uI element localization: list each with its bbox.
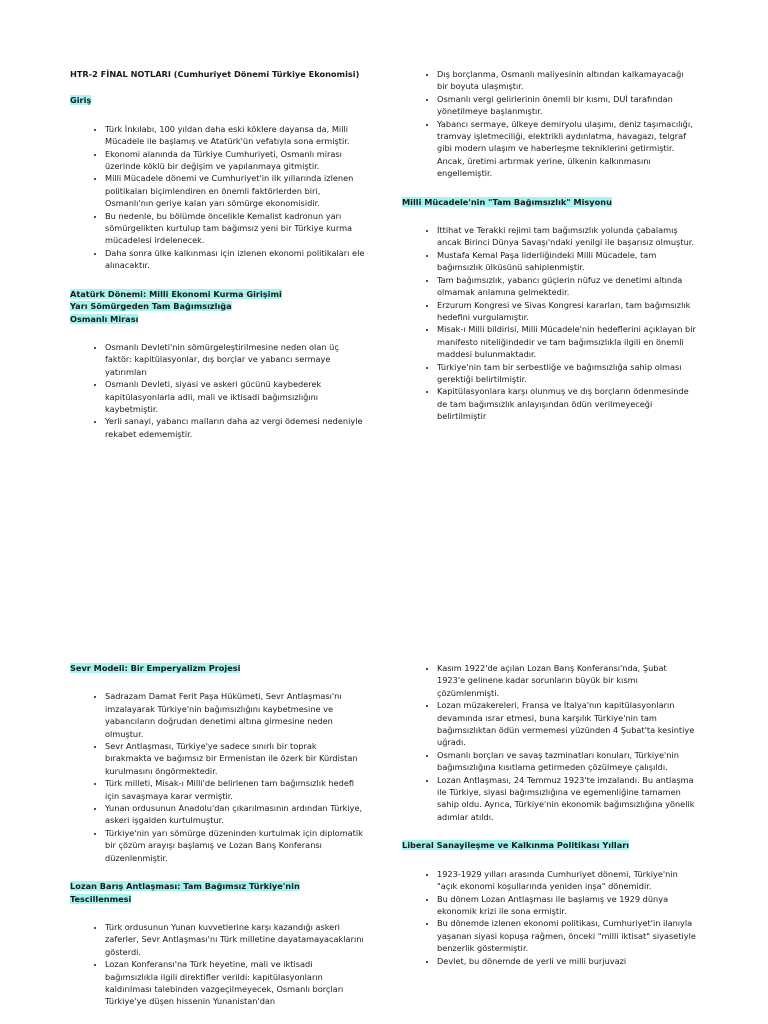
bullet-list-lozan-cont xyxy=(402,662,697,823)
list-item: • Türkiye'nin yarı sömürge düzeninden kurtulmak için diplomatik bir çözüm arayışı başlamış ve Lozan Barış Konferansı düzenlenmiştir. xyxy=(105,827,365,864)
page2-left-column xyxy=(70,662,365,1024)
list-item: • Osmanlı borçları ve savaş tazminatları konuları, Türkiye'nin bağımsızlığına kısıtlama getirmeden çözülmeye çalışıldı. xyxy=(437,749,697,774)
bullet-list-osmanli-mirasi-cont xyxy=(402,68,697,180)
list-item: • Bu dönemde izlenen ekonomi politikası, Cumhuriyet'in ilanıyla yaşanan siyasi kopuşa rağmen, önceki "milli iktisat" siyasetiyle benzerlik göstermiştir. xyxy=(437,917,697,954)
list-item: • Kapitülasyonlara karşı olunmuş ve dış borçların ödenmesinde de tam bağımsızlık anlayışından ödün verilmeyeceği belirtilmiştir xyxy=(437,385,697,422)
list-item: • Daha sonra ülke kalkınması için izlenen ekonomi politikaları ele alınacaktır. xyxy=(105,247,365,272)
section-heading-tam-bagimsizlik: Milli Mücadele'nin "Tam Bağımsızlık" Misyonu xyxy=(402,196,612,207)
list-item: • Osmanlı Devleti, siyasi ve askeri gücünü kaybederek kapitülasyonlarla adli, mali ve iktisadi bağımsızlığını kaybetmiştir. xyxy=(105,378,365,415)
bullet-list-sevr xyxy=(70,690,365,864)
list-item: • Türk İnkılabı, 100 yıldan daha eski köklere dayansa da, Milli Mücadele ile başlamış ve Atatürk'ün vefatıyla sona ermiştir. xyxy=(105,123,365,148)
list-item: • Osmanlı vergi gelirlerinin önemli bir kısmı, DUİ tarafından yönetilmeye başlanmıştır. xyxy=(437,93,697,118)
list-item: • Lozan müzakereleri, Fransa ve İtalya'nın kapitülasyonların devamında ısrar etmesi, buna karşılık Türkiye'nin tam bağımsızlıktan ödün vermemesi yüzünden 4 Şubat'ta kesintiye uğradı. xyxy=(437,699,697,749)
list-item: • Misak-ı Milli bildirisi, Milli Mücadele'nin hedeflerini açıklayan bir manifesto niteliğindedir ve tam bağımsızlıkla ilgili en önemli maddesi bulunmaktadır. xyxy=(437,323,697,360)
section-heading-giris: Giriş xyxy=(70,95,92,106)
section-heading-liberal-sanayilesme: Liberal Sanayileşme ve Kalkınma Politikası Yılları xyxy=(402,840,630,851)
bullet-list-tam-bagimsizlik xyxy=(402,224,697,423)
list-item: • Yunan ordusunun Anadolu'dan çıkarılmasının ardından Türkiye, askeri işgalden kurtulmuştur. xyxy=(105,802,365,827)
list-item: • Yerli sanayi, yabancı malların daha az vergi ödemesi nedeniyle rekabet edememiştir. xyxy=(105,415,365,440)
bullet-list-lozan xyxy=(70,921,365,1008)
list-item: • Kasım 1922'de açılan Lozan Barış Konferansı'nda, Şubat 1923'e gelinene kadar sorunların büyük bir kısmı çözümlenmişti. xyxy=(437,662,697,699)
list-item: • Lozan Konferansı'na Türk heyetine, mali ve iktisadi bağımsızlıkla ilgili direktifler verildi: kapitülasyonların kaldırılması talebinden vazgeçilmeyecek, Osmanlı borçları Türkiye'ye düşen hissenin Yunanistan'dan xyxy=(105,958,365,1008)
list-item: • Milli Mücadele dönemi ve Cumhuriyet'in ilk yıllarında izlenen politikaları biçimlendiren en önemli faktörlerden biri, Osmanlı'nın geriye kalan yarı sömürge ekonomisidir. xyxy=(105,172,365,209)
list-item: • Bu nedenle, bu bölümde öncelikle Kemalist kadronun yarı sömürgelikten kurtulup tam bağımsız yeni bir Türkiye kurma mücadelesi irdelenecek. xyxy=(105,210,365,247)
document-title: HTR-2 FİNAL NOTLARI (Cumhuriyet Dönemi Türkiye Ekonomisi) xyxy=(70,69,360,79)
section-heading-ataturk-donemi: Atatürk Dönemi: Milli Ekonomi Kurma Girişimi Yarı Sömürgeden Tam Bağımsızlığa Osmanlı Mirası xyxy=(70,288,282,324)
document-page-2 xyxy=(0,512,768,1024)
list-item: • Lozan Antlaşması, 24 Temmuz 1923'te imzalandı. Bu antlaşma ile Türkiye, siyasi bağımsızlığına ve egemenliğine tamamen sahip oldu. Ayrıca, Türkiye'nin ekonomik bağımsızlığına yönelik adımlar atıldı. xyxy=(437,774,697,824)
list-item: • Sadrazam Damat Ferit Paşa Hükümeti, Sevr Antlaşması'nı imzalayarak Türkiye'nin bağımsızlığını kaybetmesine ve yabancıların doğrudan denetimi altına girmesine neden olmuştur. xyxy=(105,690,365,740)
list-item: • Türkiye'nin tam bir serbestliğe ve bağımsızlığa sahip olması gerektiği belirtilmiştir. xyxy=(437,361,697,386)
page1-left-column xyxy=(70,68,365,456)
list-item: • Tam bağımsızlık, yabancı güçlerin nüfuz ve denetimi altında olmamak anlamına gelmektedir. xyxy=(437,274,697,299)
list-item: • Sevr Antlaşması, Türkiye'ye sadece sınırlı bir toprak bırakmakta ve bağımsız bir Ermenistan ile özerk bir Kürdistan kurulmasını öngörmektedir. xyxy=(105,740,365,777)
bullet-list-giris xyxy=(70,123,365,272)
bullet-list-osmanli-mirasi xyxy=(70,341,365,440)
bullet-list-liberal-sanayilesme xyxy=(402,868,697,967)
list-item: • Erzurum Kongresi ve Sivas Kongresi kararları, tam bağımsızlık hedefini vurgulamıştır. xyxy=(437,299,697,324)
list-item: • Mustafa Kemal Paşa liderliğindeki Milli Mücadele, tam bağımsızlık ülküsünü sahiplenmiştir. xyxy=(437,249,697,274)
list-item: • Yabancı sermaye, ülkeye demiryolu ulaşımı, deniz taşımacılığı, tramvay işletmeciliği, elektrikli aydınlatma, havagazı, telgraf gibi modern ulaşım ve haberleşme tekniklerini getirmiştir. Ancak, üretimi artırmak yerine, ülkenin kalkınmasını engellemiştir. xyxy=(437,118,697,180)
list-item: • Bu dönem Lozan Antlaşması ile başlamış ve 1929 dünya ekonomik krizi ile sona ermiştir. xyxy=(437,893,697,918)
section-heading-sevr-modeli: Sevr Modeli: Bir Emperyalizm Projesi xyxy=(70,663,241,673)
page1-right-column xyxy=(402,68,697,439)
list-item: • Devlet, bu dönemde de yerli ve milli burjuvazi xyxy=(437,955,697,967)
list-item: • Türk ordusunun Yunan kuvvetlerine karşı kazandığı askeri zaferler, Sevr Antlaşması'nı Türk milletine dayatamayacaklarını gösterdi. xyxy=(105,921,365,958)
list-item: • İttihat ve Terakki rejimi tam bağımsızlık yolunda çabalamış ancak Birinci Dünya Savaşı'ndaki yenilgi ile başarısız olmuştur. xyxy=(437,224,697,249)
section-heading-lozan: Lozan Barış Antlaşması: Tam Bağımsız Türkiye'nin Tescillenmesi xyxy=(70,881,300,904)
list-item: • Ekonomi alanında da Türkiye Cumhuriyeti, Osmanlı mirası üzerinde köklü bir değişim ve yapılanmaya gitmiştir. xyxy=(105,148,365,173)
page2-right-column xyxy=(402,662,697,983)
list-item: • 1923-1929 yılları arasında Cumhuriyet dönemi, Türkiye'nin "açık ekonomi koşullarında yeniden inşa" dönemidir. xyxy=(437,868,697,893)
list-item: • Dış borçlanma, Osmanlı maliyesinin altından kalkamayacağı bir boyuta ulaşmıştır. xyxy=(437,68,697,93)
list-item: • Osmanlı Devleti'nin sömürgeleştirilmesine neden olan üç faktör: kapitülasyonlar, dış borçlar ve yabancı sermaye yatırımları xyxy=(105,341,365,378)
list-item: • Türk milleti, Misak-ı Milli'de belirlenen tam bağımsızlık hedefi için savaşmaya karar vermiştir. xyxy=(105,777,365,802)
